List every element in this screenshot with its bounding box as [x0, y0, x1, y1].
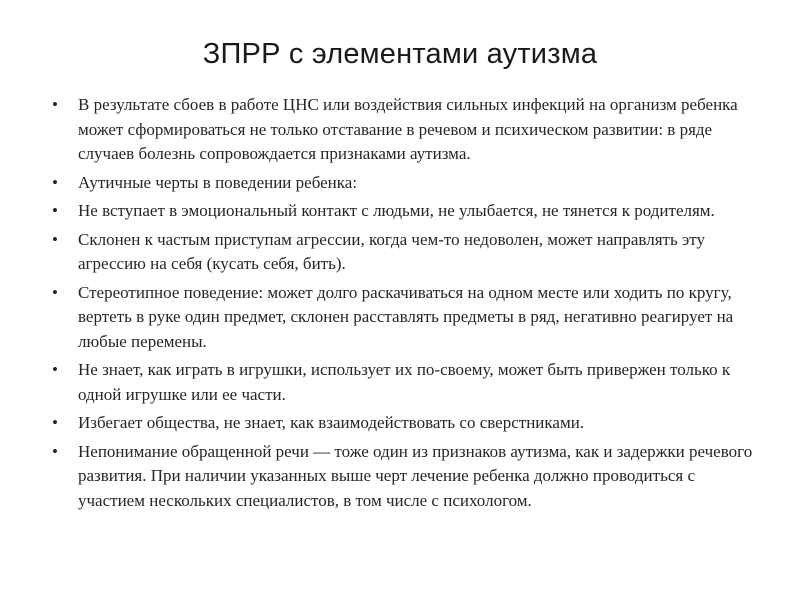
list-item-text: Не знает, как играть в игрушки, использует их по-своему, может быть привержен только к одной игрушке или ее части.	[78, 360, 731, 404]
list-item-text: Аутичные черты в поведении ребенка:	[78, 172, 358, 192]
bullet-icon: •	[52, 172, 58, 192]
list-item	[52, 171, 762, 196]
list-item-text: Склонен к частым приступам агрессии, когда чем-то недоволен, может направлять эту агрессию на себя (кусать себя, бить).	[78, 229, 705, 273]
list-item-text: В результате сбоев в работе ЦНС или воздействия сильных инфекций на организм ребенка может сформироваться не только отставание в речевом и психическом развитии: в ряде случаев болезнь сопровождается признаками аутизма.	[78, 95, 738, 163]
list-item-text: Непонимание обращенной речи — тоже один из признаков аутизма, как и задержки речевого развития. При наличии указанных выше черт лечение ребенка должно проводиться с участием нескольких специалистов, в том числе с психологом.	[78, 441, 753, 510]
bullet-icon: •	[52, 441, 58, 461]
list-item	[52, 440, 762, 514]
bullet-icon: •	[52, 201, 58, 220]
list-item-text: Не вступает в эмоциональный контакт с людьми, не улыбается, не тянется к родителям.	[78, 201, 715, 220]
list-item	[52, 93, 762, 167]
bullet-icon: •	[52, 282, 58, 302]
list-item	[52, 411, 762, 436]
list-item	[52, 199, 762, 224]
list-item	[52, 358, 762, 407]
bullet-icon: •	[52, 413, 58, 432]
list-item-text: Избегает общества, не знает, как взаимодействовать со сверстниками.	[78, 413, 585, 432]
list-item-text: Стереотипное поведение: может долго раскачиваться на одном месте или ходить по кругу, вертеть в руке один предмет, склонен расставлять предметы в ряд, негативно реагирует на любые перемены.	[78, 282, 734, 351]
list-item	[52, 281, 762, 355]
bullet-icon: •	[52, 360, 58, 379]
slide-title: ЗПРР с элементами аутизма	[202, 38, 598, 70]
bullet-icon: •	[52, 95, 58, 114]
list-item	[52, 228, 762, 277]
bullet-list	[52, 93, 762, 517]
bullet-icon: •	[52, 229, 58, 249]
